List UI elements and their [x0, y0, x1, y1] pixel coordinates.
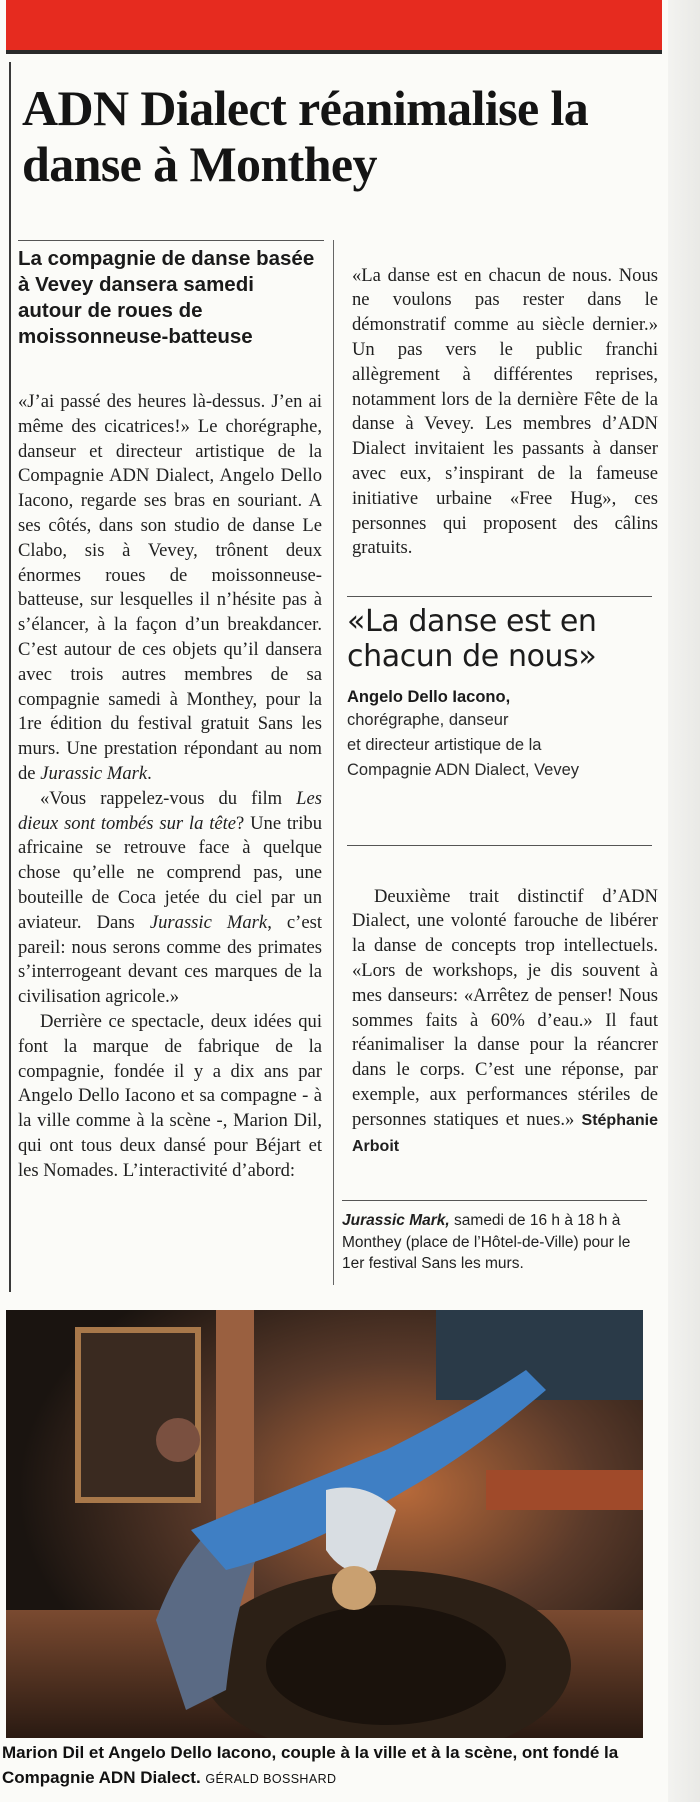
pull-quote: «La danse est en chacun de nous»: [347, 604, 597, 674]
caption-text: Marion Dil et Angelo Dello Iacono, couple à la ville et à la scène, ont fondé la Compagnie ADN Dialect.: [2, 1743, 619, 1787]
text-run: ? Une tribu africaine se retrouve face à quelque chose qu’elle ne comprend pas, une bouteille de Coca jetée du ciel par un aviateur. Dans: [18, 812, 322, 933]
body-column-left: [18, 390, 322, 1184]
quote-bottom-rule: [347, 845, 652, 846]
article-deck: La compagnie de danse basée à Vevey dansera samedi autour de roues de moissonneuse-batteuse: [18, 247, 315, 348]
body-paragraph: [18, 390, 322, 787]
photo-window: [78, 1330, 198, 1500]
quote-attribution-role: Compagnie ADN Dialect, Vevey: [347, 761, 580, 779]
article-photo: [6, 1310, 643, 1738]
event-info-box: [342, 1210, 642, 1275]
page-right-margin: [668, 0, 700, 1802]
photo-shelf: [486, 1470, 643, 1510]
quote-attribution-name: Angelo Dello Iacono,: [347, 688, 511, 706]
author-byline: Stéphanie Arboit: [352, 1111, 658, 1155]
text-run: .: [147, 762, 152, 784]
body-paragraph: Derrière ce spectacle, deux idées qui font la marque de fabrique de la compagnie, fondée il y a dix ans par Angelo Dello Iacono et sa compagne - à la ville comme à la scène -, Marion Dil, qui ont tous deux dansé pour Béjart et les Nomades. L’interactivité d’abord:: [18, 1010, 322, 1181]
show-title: Jurassic Mark: [40, 762, 148, 784]
dancer-man-head: [332, 1566, 376, 1610]
event-details: samedi de 16 h à 18 h à Monthey (place de l’Hôtel-de-Ville) pour le 1er festival Sans les murs.: [342, 1212, 631, 1272]
text-run: «Vous rappelez-vous du film: [40, 787, 297, 809]
pull-quote-box: [347, 605, 652, 783]
section-bar-underline: [6, 50, 662, 54]
body-paragraph: [18, 787, 322, 1010]
body-column-right-bottom: [352, 866, 658, 1178]
body-paragraph: [352, 885, 658, 1160]
text-run: Deuxième trait distinctif d’ADN Dialect, une volonté farouche de libérer la danse de concepts trop intellectuels. «Lors de workshops, je dis souvent à mes danseurs: «Arrêtez de penser! Nous sommes faits à 60% d’eau.» Il faut réanimaliser la danse pour la réancrer dans le corps. C’est une réponse, par exemple, aux performances stériles de personnes statiques et nues.»: [352, 885, 658, 1130]
photo-credit: GÉRALD BOSSHARD: [205, 1772, 337, 1786]
page-left-rule: [9, 62, 11, 1292]
event-title: Jurassic Mark,: [342, 1212, 450, 1229]
tire-hub: [266, 1605, 506, 1725]
text-run: , c’est pareil: nous serons comme des primates s’interrogeant devant ces marques de la civilisation agricole.»: [18, 911, 323, 1008]
dancer-woman-head: [156, 1418, 200, 1462]
column-divider: [333, 240, 334, 1285]
show-title: Jurassic Mark: [149, 911, 268, 933]
section-color-bar: [6, 0, 662, 50]
quote-attribution-role: chorégraphe, danseur: [347, 711, 509, 729]
film-title: Les dieux sont tombés sur la tête: [18, 787, 322, 834]
info-top-rule: [342, 1200, 647, 1201]
deck-top-rule: [18, 240, 324, 241]
article-headline: ADN Dialect réanimalise la danse à Monthey: [22, 80, 589, 192]
text-run: «J’ai passé des heures là-dessus. J’en ai même des cicatrices!» Le chorégraphe, danseur et directeur artistique de la Compagnie ADN Dialect, Angelo Dello Iacono, regarde ses bras en souriant. A ses côtés, dans son studio de danse Le Clabo, sis à Vevey, trônent deux énormes roues de moissonneuse-batteuse, sur lesquelles il n’hésite pas à s’élancer, à la façon d’un breakdancer. C’est autour de ces objets qu’il dansera avec trois autres membres de sa compagnie samedi à Monthey, pour la 1re édition du festival gratuit Sans les murs. Une prestation répondant au nom de: [18, 391, 322, 784]
body-paragraph: «La danse est en chacun de nous. Nous ne voulons pas rester dans le démonstratif comme au siècle dernier.» Un pas vers le public franchi allègrement à différentes reprises, notamment lors de la dernière Fête de la danse à Vevey. Les membres d’ADN Dialect invitaient les passants à danser avec eux, s’inspirant de la fameuse initiative urbaine «Free Hug», ces personnes qui proposent des câlins gratuits.: [352, 264, 658, 559]
body-column-right-top: [352, 245, 658, 580]
quote-attribution-role: et directeur artistique de la: [347, 736, 542, 754]
quote-top-rule: [347, 596, 652, 597]
photo-caption: [2, 1740, 682, 1792]
